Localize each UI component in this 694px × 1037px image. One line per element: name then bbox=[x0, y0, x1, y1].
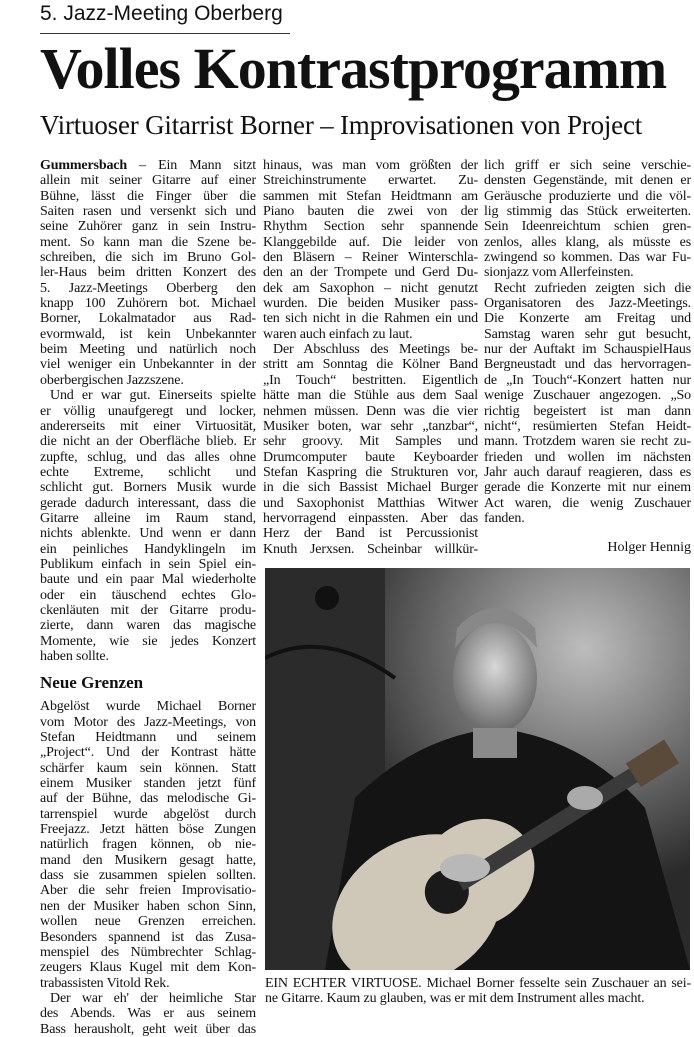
section-heading: Neue Grenzen bbox=[40, 673, 144, 693]
text-line: gerade dadurch interessant, dass die bbox=[40, 495, 256, 511]
photo-guitarist bbox=[265, 568, 690, 970]
paragraph bbox=[40, 158, 256, 388]
author-byline: Holger Hennig bbox=[607, 540, 691, 556]
paragraph bbox=[484, 158, 691, 281]
article-column-1 bbox=[40, 158, 256, 1037]
text-line: ler-Haus beim dritten Konzert des bbox=[40, 265, 256, 281]
text-line: knapp 100 Zuhörern bot. Michael bbox=[40, 296, 256, 312]
text-line: ckenläuten mit der Gitarre produ- bbox=[40, 602, 256, 618]
article-column-3 bbox=[484, 158, 691, 556]
text-line: oder ein täuschend echtes Glo- bbox=[40, 587, 256, 603]
text-line: Herz der Band ist Percussionist bbox=[263, 526, 478, 542]
text-line: fanden. bbox=[484, 510, 525, 526]
text-line: Organisatoren des Jazz-Meetings. bbox=[484, 296, 691, 312]
text-line: trabassisten Vitold Rek. bbox=[40, 975, 170, 991]
text-line: Drumcomputer baute Keyboarder bbox=[263, 449, 478, 465]
text-line: dek am Saxophon – nicht genutzt bbox=[263, 280, 478, 296]
text-line: allein mit seiner Gitarre auf einer bbox=[40, 173, 256, 189]
text-line: tarrenspiel wurde abgelöst durch bbox=[40, 806, 256, 822]
text-line: Und er war gut. Einerseits spielte bbox=[50, 388, 256, 404]
text-line: nen der Musiker haben schon Sinn, bbox=[40, 898, 256, 914]
text-line: de „In Touch“-Konzert hatten nur bbox=[484, 372, 691, 388]
text-line: Bühne, lässt die Finger über die bbox=[40, 188, 256, 204]
caption-line: ne Gitarre. Kaum zu glauben, was er mit dem Instrument alles macht. bbox=[265, 991, 645, 1007]
text-line: „In Touch“ bestritten. Eigentlich bbox=[263, 372, 478, 388]
text-line: sehr groovy. Mit Samples und bbox=[263, 434, 478, 450]
text-line: Momente, wie sie jedes Konzert bbox=[40, 633, 256, 649]
text-line: er völlig unaufgeregt und locker, bbox=[40, 403, 256, 419]
paragraph bbox=[40, 699, 256, 991]
text-line: nichts ablenkte. Und wenn er dann bbox=[40, 526, 256, 542]
text-line: waren auch einfach zu laut. bbox=[263, 326, 413, 342]
text-line: Rhythm Section sehr spannende bbox=[263, 219, 478, 235]
text-line: Stefan Kaspring die Strukturen vor, bbox=[263, 464, 478, 480]
text-line: zenlos, alles klang, als müsste es bbox=[484, 234, 691, 250]
text-line: wurden. Die beiden Musiker pass- bbox=[263, 296, 478, 312]
paragraph bbox=[263, 158, 478, 342]
text-line: des Abends. Was er aus seinem bbox=[40, 1006, 256, 1022]
text-line: den an der Trompete und Gerd Du- bbox=[263, 265, 478, 281]
text-line: echte Extreme, schlicht und bbox=[40, 464, 256, 480]
text-line: in die sich Bassist Michael Burger bbox=[263, 480, 478, 496]
text-line: zupfte, schlug, und das alles ohne bbox=[40, 449, 256, 465]
text-line: schärfer kaum sein können. Statt bbox=[40, 760, 256, 776]
text-line: wenige Zuschauer angezogen. „So bbox=[484, 388, 691, 404]
text-line: zierte, dann waren das magische bbox=[40, 618, 256, 634]
text-line: Saiten rasen und versenkt sich und bbox=[40, 204, 256, 220]
text-line: stritt am Sonntag die Kölner Band bbox=[263, 357, 478, 373]
text-line: den Bläsern – Reiner Winterschla- bbox=[263, 250, 478, 266]
caption-line: EIN ECHTER VIRTUOSE. Michael Borner fesselte sein Zuschauer an sei- bbox=[265, 976, 691, 991]
text-line: frieden und wollen im nächsten bbox=[484, 449, 691, 465]
text-line: evormwald, ist kein Unbekannter bbox=[40, 326, 256, 342]
text-line: mand den Musikern gesagt hatte, bbox=[40, 852, 256, 868]
text-line: densten Gegenstände, mit denen er bbox=[484, 173, 691, 189]
text-line: wollen neue Grenzen erreichen. bbox=[40, 914, 256, 930]
text-line: lich griff er sich seine verschie- bbox=[484, 158, 691, 173]
text-line: natürlich fragen können, ob nie- bbox=[40, 837, 256, 853]
text-line: zwingend so kommen. Das war Fu- bbox=[484, 250, 691, 266]
article-column-2 bbox=[263, 158, 478, 557]
headline: Volles Kontrastprogramm bbox=[40, 36, 667, 101]
text-line: auf der Bühne, das melodische Gi- bbox=[40, 791, 256, 807]
paragraph bbox=[40, 991, 256, 1037]
text-line-rest: – Ein Mann sitzt bbox=[127, 158, 256, 173]
text-line: mann. Trotzdem waren sie recht zu- bbox=[484, 434, 691, 450]
text-line: Jahr auch darauf reagieren, dass es bbox=[484, 464, 691, 480]
kicker: 5. Jazz-Meeting Oberberg bbox=[40, 2, 283, 25]
text-line: Piano bauten die zwei von der bbox=[263, 204, 478, 220]
text-line: Musiker boten, war sehr „tanzbar“, bbox=[263, 418, 478, 434]
text-line: Bergneustadt und das hervorragen- bbox=[484, 357, 691, 373]
text-line: Sein Ideenreichtum schien gren- bbox=[484, 219, 691, 235]
text-line: beim Meeting und natürlich noch bbox=[40, 342, 256, 358]
kicker-rule bbox=[40, 33, 290, 34]
text-line: Klanggebilde auf. Die leider von bbox=[263, 234, 478, 250]
text-line: Geräusche produzierte und die völ- bbox=[484, 188, 691, 204]
text-line: Der Abschluss des Meetings be- bbox=[273, 342, 478, 358]
text-line: baute und ein paar Mal wiederholte bbox=[40, 572, 256, 588]
text-line: seine Zuhörer ganz in sein Instru- bbox=[40, 219, 256, 235]
text-line: ment. So kann man die Szene be- bbox=[40, 234, 256, 250]
text-line: zeugers Klaus Kugel mit dem Kon- bbox=[40, 960, 256, 976]
subheadline: Virtuoser Gitarrist Borner – Improvisationen von Project bbox=[40, 110, 643, 140]
text-line: ein peinliches Handyklingeln im bbox=[40, 541, 256, 557]
text-line: Streichinstrumente erwartet. Zu- bbox=[263, 173, 478, 189]
text-line: gerade die Konzerte mit nur einem bbox=[484, 480, 691, 496]
text-line: die nicht an der Oberfläche blieb. Er bbox=[40, 434, 256, 450]
text-line: lig stimmig das Stück erweiterten. bbox=[484, 204, 691, 220]
text-line: ten sich nicht in die Rahmen ein und bbox=[263, 311, 478, 327]
text-line: menspiel des Nümbrechter Schlag- bbox=[40, 944, 256, 960]
text-line: nehmen müssen. Denn was die vier bbox=[263, 403, 478, 419]
text-line: schreiben, die sich im Bruno Gol- bbox=[40, 250, 256, 266]
text-line: Aber die sehr freien Improvisatio- bbox=[40, 883, 256, 899]
photo-caption bbox=[265, 976, 691, 1007]
text-line: Act waren, die wenig Zuschauer bbox=[484, 495, 691, 511]
text-line: vom Motor des Jazz-Meetings, von bbox=[40, 714, 256, 730]
text-line: Samstag waren sehr gut besucht, bbox=[484, 326, 691, 342]
text-line: dass sie zusammen spielen sollten. bbox=[40, 868, 256, 884]
text-line: viel weniger ein Unbekannter in der bbox=[40, 357, 256, 373]
text-line: Abgelöst wurde Michael Borner bbox=[40, 699, 256, 715]
text-line: Knuth Jerxsen. Scheinbar willkür- bbox=[263, 541, 478, 557]
text-line: nicht“, resümierten Stefan Heidt- bbox=[484, 418, 691, 434]
text-line: Der war eh' der heimliche Star bbox=[50, 990, 256, 1006]
text-line: Bass herausholt, geht weit über das bbox=[40, 1021, 256, 1037]
text-line: „Project“. Und der Kontrast hätte bbox=[40, 745, 256, 761]
text-line: Recht zufrieden zeigten sich die bbox=[494, 280, 691, 296]
text-line: hinaus, was man vom größten der bbox=[263, 158, 478, 173]
paragraph bbox=[263, 342, 478, 557]
text-line: nur der Auftakt im SchauspielHaus bbox=[484, 342, 691, 358]
text-line: haben sollte. bbox=[40, 649, 109, 664]
text-line: schlicht gut. Borners Musik wurde bbox=[40, 480, 256, 496]
text-line bbox=[40, 158, 256, 173]
text-line: andererseits mit einer Virtuosität, bbox=[40, 418, 256, 434]
text-line: sionjazz vom Allerfeinsten. bbox=[484, 265, 634, 281]
text-line: oberbergischen Jazzszene. bbox=[40, 372, 184, 388]
paragraph bbox=[40, 388, 256, 664]
text-line: richtig begeistert ist man dann bbox=[484, 403, 691, 419]
text-line: sammen mit Stefan Heidtmann am bbox=[263, 188, 478, 204]
text-line: und Saxophonist Matthias Witwer bbox=[263, 495, 478, 511]
text-line: hervorragend einpassten. Aber das bbox=[263, 510, 478, 526]
text-line: einem Musiker standen jetzt fünf bbox=[40, 776, 256, 792]
text-line: Freejazz. Jetzt hätten böse Zungen bbox=[40, 822, 256, 838]
text-line: Besonders spannend ist das Zusa- bbox=[40, 929, 256, 945]
text-line: 5. Jazz-Meetings Oberberg den bbox=[40, 280, 256, 296]
text-line: Die Konzerte am Freitag und bbox=[484, 311, 691, 327]
paragraph bbox=[484, 281, 691, 527]
text-line: Publikum einfach in sein Spiel ein- bbox=[40, 556, 256, 572]
text-line: Stefan Heidtmann und seinem bbox=[40, 730, 256, 746]
text-line: Gitarre alleine im Raum stand, bbox=[40, 510, 256, 526]
text-line: Borner, Lokalmatador aus Rad- bbox=[40, 311, 256, 327]
text-line: hätte man die Stühle aus dem Saal bbox=[263, 388, 478, 404]
dateline: Gummersbach bbox=[40, 158, 128, 173]
